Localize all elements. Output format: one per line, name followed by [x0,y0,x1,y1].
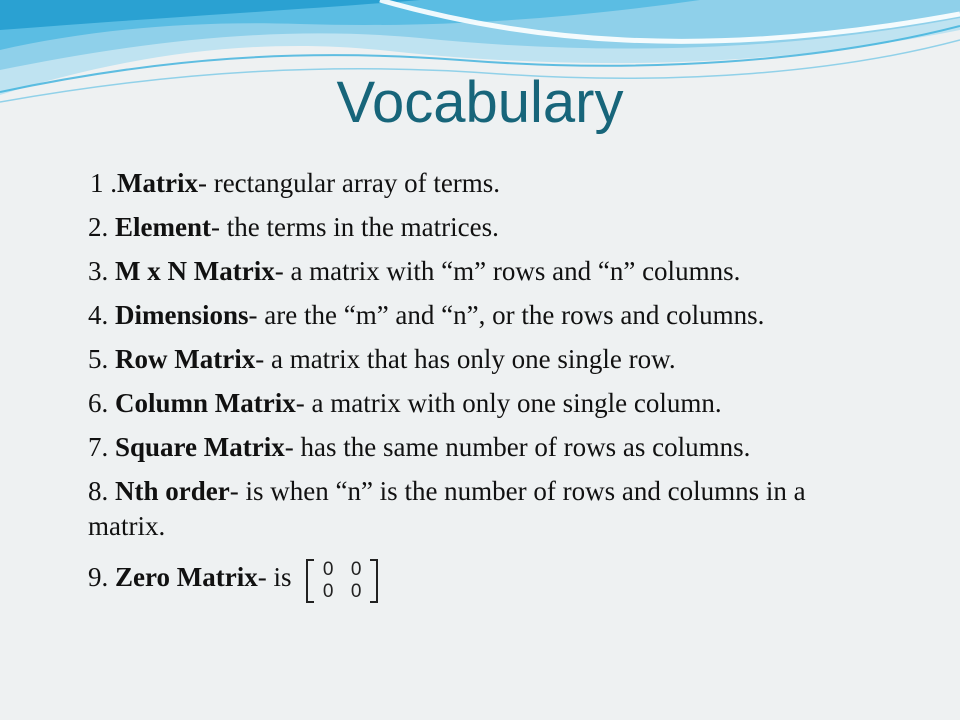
vocab-entry-nth-order [88,474,848,544]
entry-number: 8. [88,476,115,506]
entry-term: Row Matrix [115,344,256,374]
vocab-entry-matrix [88,166,848,201]
vocab-entry-row-matrix [88,342,848,377]
entry-definition: - is [257,562,299,593]
entry-number: 1 . [90,168,117,198]
matrix-cell: 0 [350,581,362,602]
vocab-entry-square-matrix [88,430,848,465]
entry-definition: - a matrix that has only one single row. [255,344,676,374]
matrix-cell: 0 [322,559,334,580]
matrix-cell: 0 [322,581,334,602]
entry-term: Column Matrix [115,388,296,418]
entry-term: Element [115,212,211,242]
entry-number: 6. [88,388,115,418]
entry-definition: - the terms in the matrices. [210,212,499,242]
entry-term: Dimensions [115,300,249,330]
entry-definition: - are the “m” and “n”, or the rows and columns. [248,300,765,330]
entry-number: 2. [88,212,115,242]
entry-number: 9. [88,562,115,593]
vocab-entry-zero-matrix [88,553,848,607]
entry-term: Matrix [117,168,198,198]
entry-number: 5. [88,344,115,374]
vocab-entry-column-matrix [88,386,848,421]
entry-term: Square Matrix [115,432,285,462]
zero-matrix-image [306,549,378,603]
zero-matrix [306,559,378,603]
entry-definition: - a matrix with “m” rows and “n” columns. [274,256,741,286]
entry-number: 7. [88,432,115,462]
vocab-entry-mxn-matrix [88,254,848,289]
entry-definition: - rectangular array of terms. [197,168,501,198]
vocab-entry-element [88,210,848,245]
entry-number: 3. [88,256,115,286]
entry-term: M x N Matrix [115,256,275,286]
entry-term: Nth order [115,476,230,506]
vocab-entry-dimensions [88,298,848,333]
entry-definition: - has the same number of rows as columns. [284,432,751,462]
matrix-cell: 0 [350,559,362,580]
slide-title: Vocabulary [336,70,624,135]
vocabulary-list [88,166,848,616]
entry-definition: - a matrix with only one single column. [295,388,722,418]
entry-term: Zero Matrix [115,562,258,593]
entry-number: 4. [88,300,115,330]
entry-definition: - is when “n” is the number of rows and columns in a matrix. [88,476,806,541]
